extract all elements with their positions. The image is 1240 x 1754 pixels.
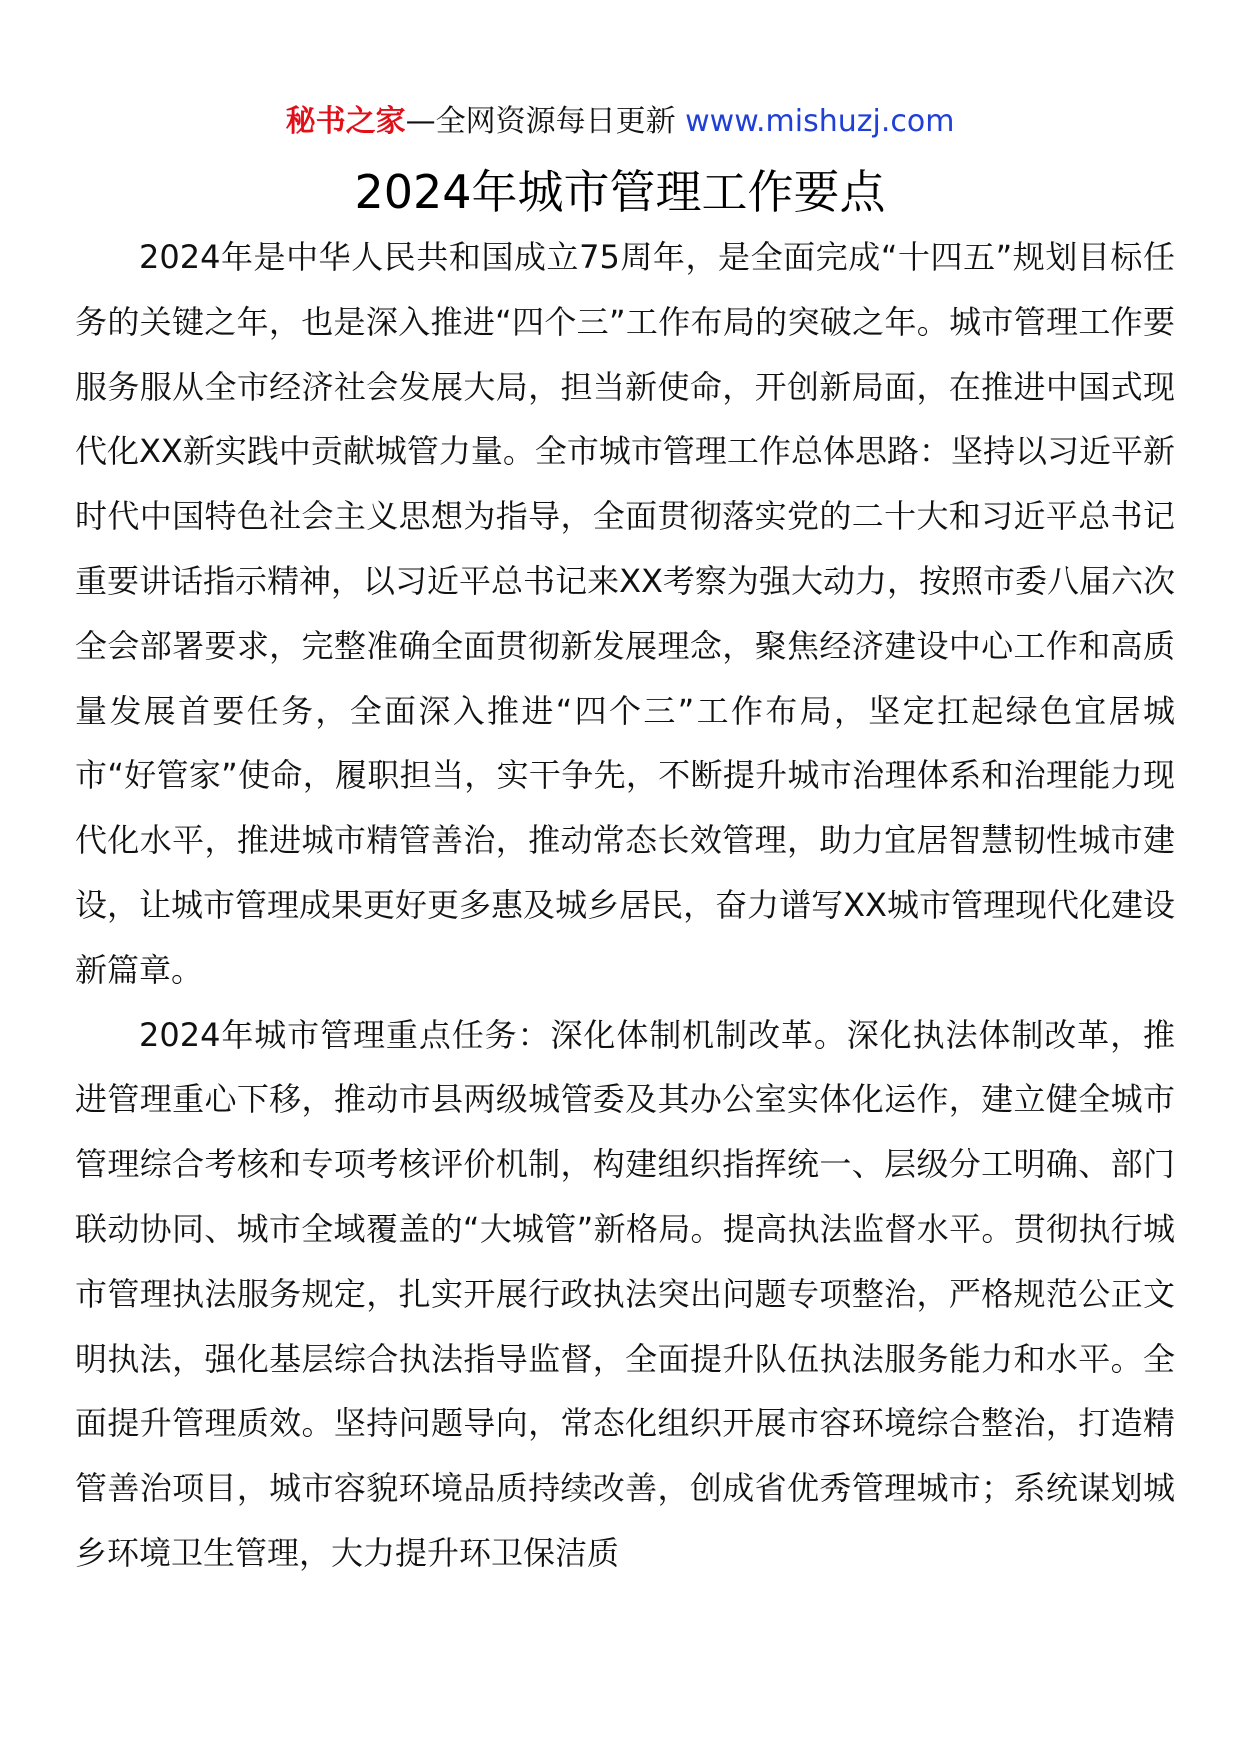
site-tagline: —全网资源每日更新 xyxy=(405,104,676,139)
header-banner xyxy=(0,100,1240,144)
site-name: 秘书之家 xyxy=(285,104,406,139)
site-url-link[interactable]: www.mishuzj.com xyxy=(685,104,955,139)
document-body xyxy=(75,225,1175,1586)
paragraph-key-tasks: 2024年城市管理重点任务：深化体制机制改革。深化执法体制改革，推进管理重心下移，推动市县两级城管委及其办公室实体化运作，建立健全城市管理综合考核和专项考核评价机制，构建组织指挥统一、层级分工明确、部门联动协同、城市全域覆盖的“大城管”新格局。提高执法监督水平。贯彻执行城市管理执法服务规定，扎实开展行政执法突出问题专项整治，严格规范公正文明执法，强化基层综合执法指导监督，全面提升队伍执法服务能力和水平。全面提升管理质效。坚持问题导向，常态化组织开展市容环境综合整治，打造精管善治项目，城市容貌环境品质持续改善，创成省优秀管理城市；系统谋划城乡环境卫生管理，大力提升环卫保洁质 xyxy=(75,1015,1175,1572)
document-title: 2024年城市管理工作要点 xyxy=(354,165,886,219)
paragraph-overview: 2024年是中华人民共和国成立75周年，是全面完成“十四五”规划目标任务的关键之年，也是深入推进“四个三”工作布局的突破之年。城市管理工作要服务服从全市经济社会发展大局，担当新使命，开创新局面，在推进中国式现代化XX新实践中贡献城管力量。全市城市管理工作总体思路：坚持以习近平新时代中国特色社会主义思想为指导，全面贯彻落实党的二十大和习近平总书记重要讲话指示精神，以习近平总书记来XX考察为强大动力，按照市委八届六次全会部署要求，完整准确全面贯彻新发展理念，聚焦经济建设中心工作和高质量发展首要任务，全面深入推进“四个三”工作布局，坚定扛起绿色宜居城市“好管家”使命，履职担当，实干争先，不断提升城市治理体系和治理能力现代化水平，推进城市精管善治，推动常态长效管理，助力宜居智慧韧性城市建设，让城市管理成果更好更多惠及城乡居民，奋力谱写XX城市管理现代化建设新篇章。 xyxy=(75,238,1175,989)
